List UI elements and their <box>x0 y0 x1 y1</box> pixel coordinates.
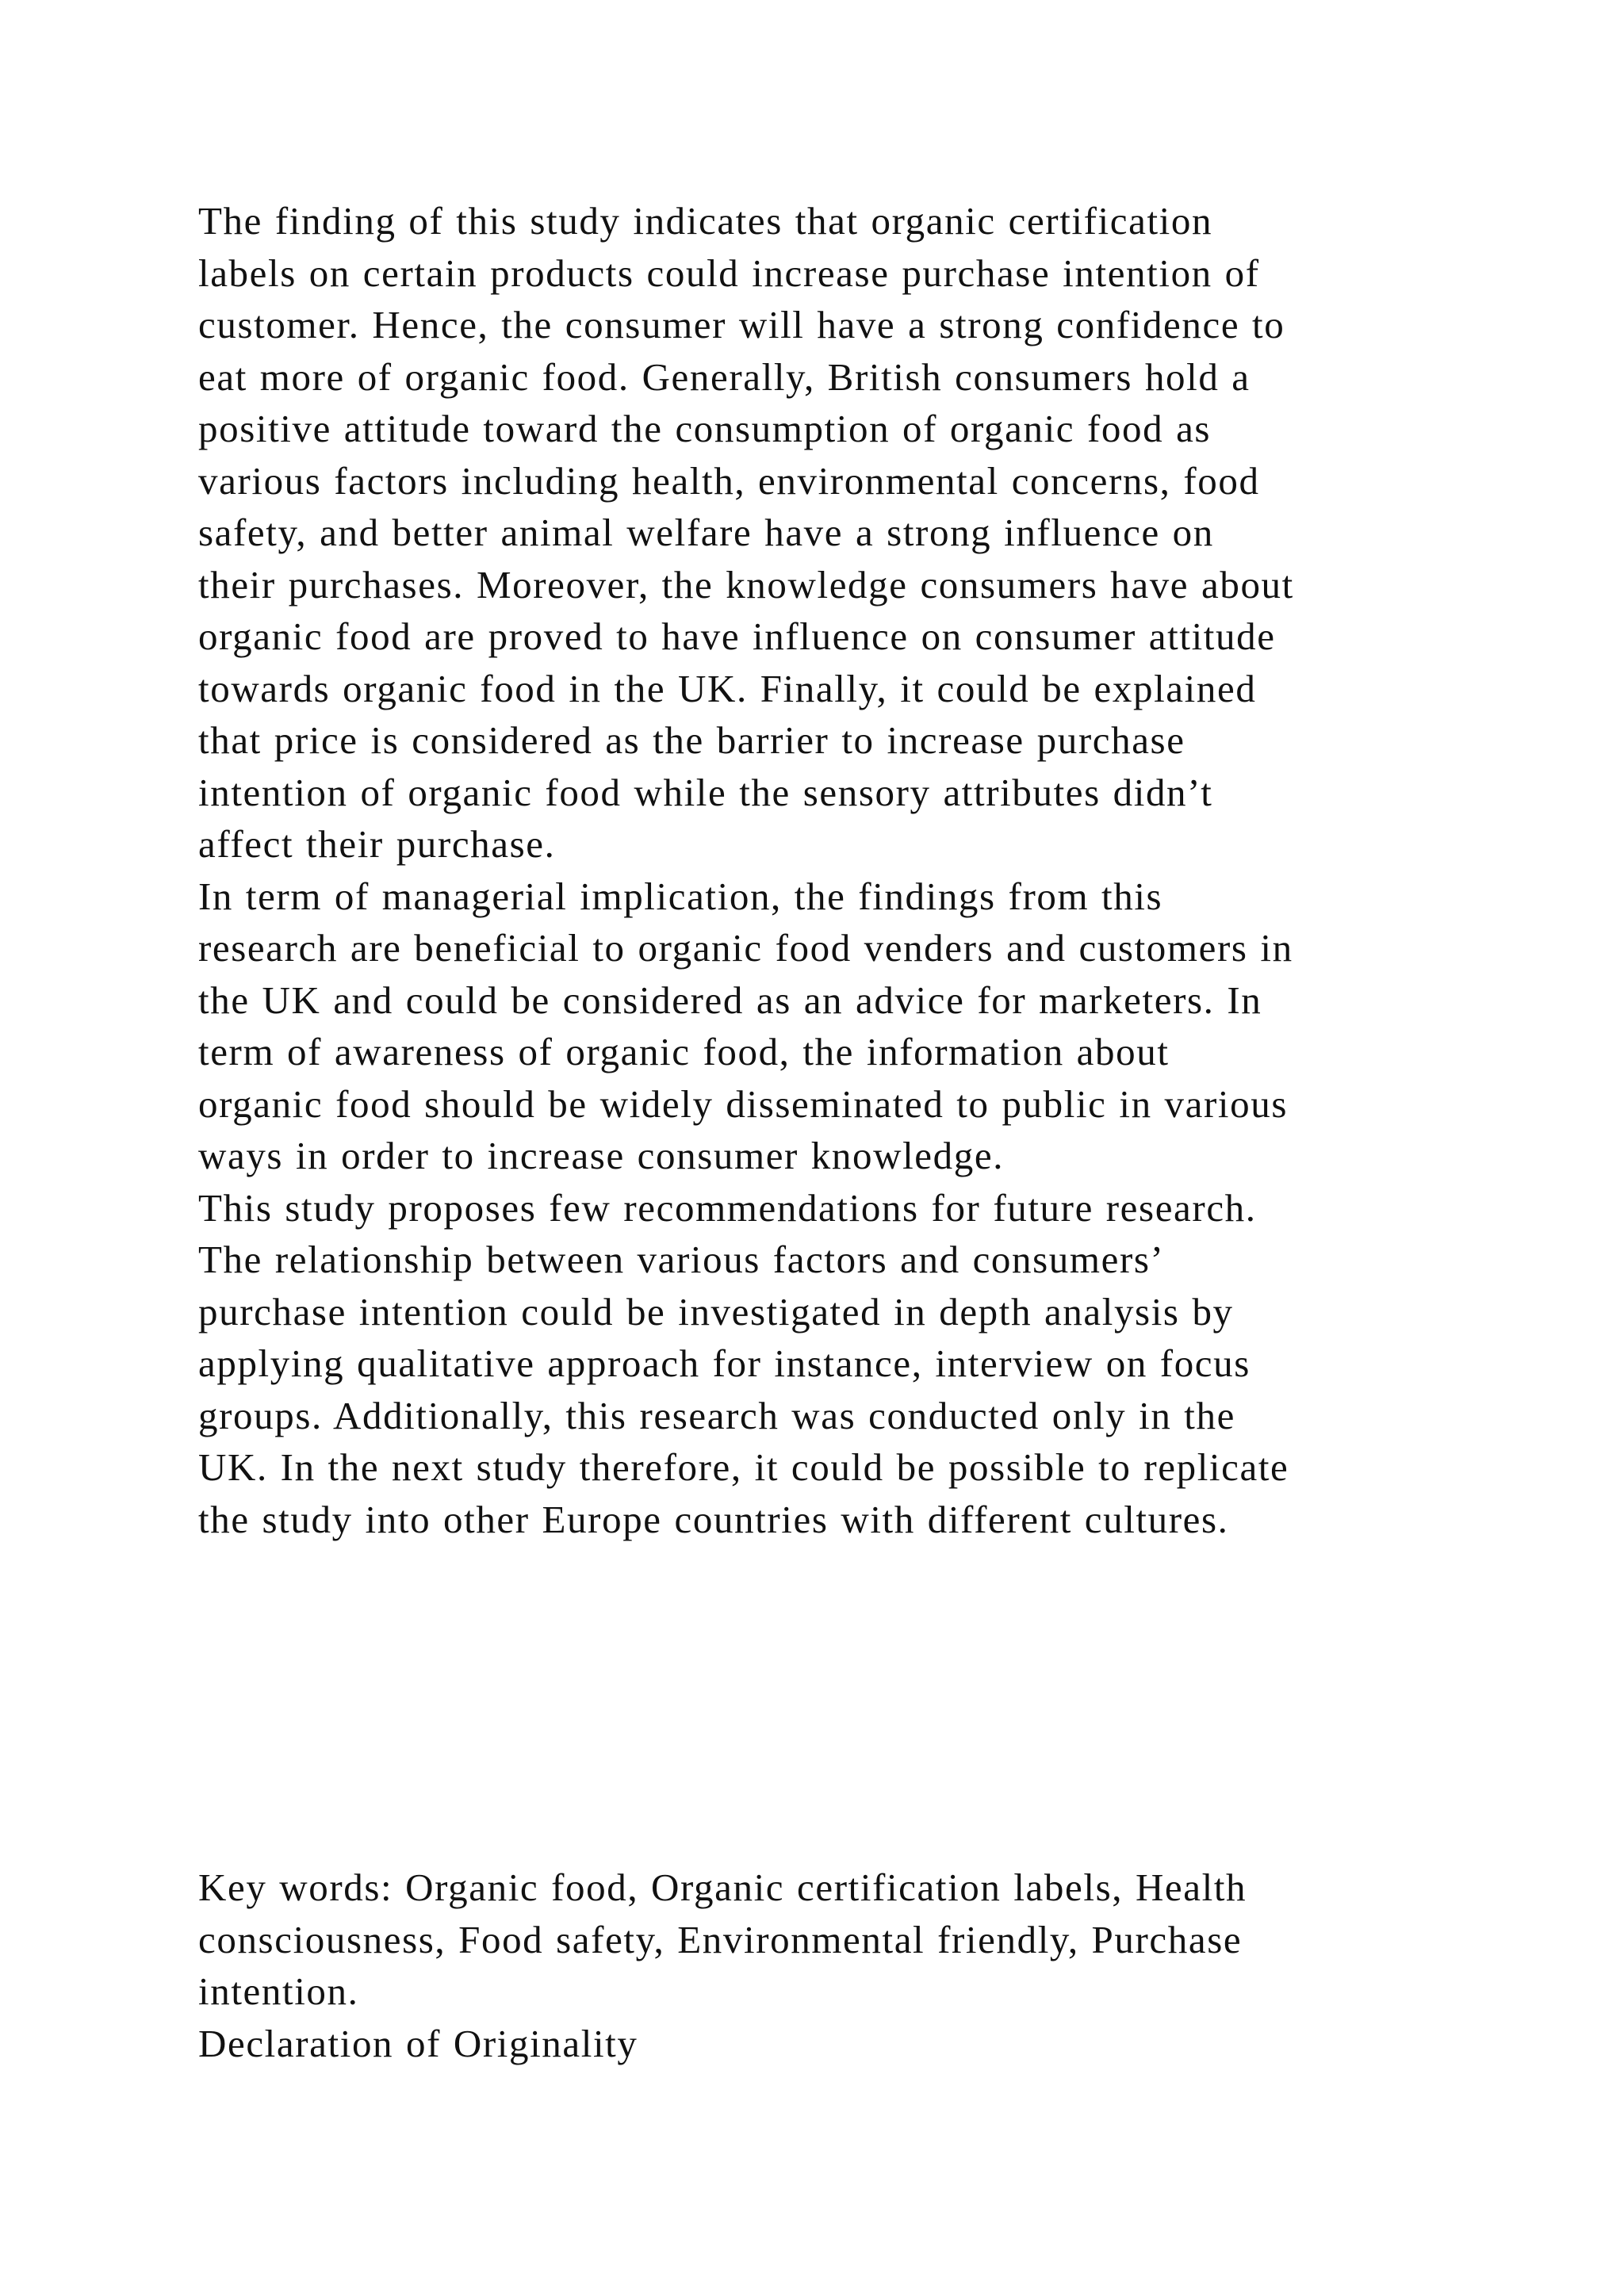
text-line: labels on certain products could increase purchase intention of <box>198 251 1260 295</box>
text-line: applying qualitative approach for instance, interview on focus <box>198 1341 1251 1385</box>
text-line: customer. Hence, the consumer will have a strong confidence to <box>198 303 1285 346</box>
text-line: towards organic food in the UK. Finally, it could be explained <box>198 666 1257 710</box>
text-line: eat more of organic food. Generally, British consumers hold a <box>198 354 1251 399</box>
text-line: organic food should be widely disseminated to public in various <box>198 1081 1288 1126</box>
text-line: the UK and could be considered as an advice for marketers. In <box>198 978 1262 1022</box>
keywords-section <box>198 1862 1507 2069</box>
keywords-line: Key words: Organic food, Organic certification labels, Health <box>198 1866 1247 1909</box>
text-line: In term of managerial implication, the findings from this <box>198 874 1163 918</box>
text-line: ways in order to increase consumer knowledge. <box>198 1134 1005 1177</box>
text-line: groups. Additionally, this research was conducted only in the <box>198 1393 1235 1437</box>
text-line: research are beneficial to organic food venders and customers in <box>198 926 1293 970</box>
text-line: various factors including health, environmental concerns, food <box>198 458 1260 503</box>
text-line: organic food are proved to have influence on consumer attitude <box>198 614 1276 658</box>
keywords-line: consciousness, Food safety, Environmental friendly, Purchase <box>198 1917 1243 1961</box>
text-line: safety, and better animal welfare have a strong influence on <box>198 511 1214 554</box>
text-line: purchase intention could be investigated in depth analysis by <box>198 1289 1234 1334</box>
text-line: the study into other Europe countries with different cultures. <box>198 1497 1229 1541</box>
text-line: intention of organic food while the sensory attributes didn’t <box>198 770 1213 814</box>
text-line: term of awareness of organic food, the information about <box>198 1030 1170 1073</box>
text-line: affect their purchase. <box>198 822 556 866</box>
text-line: The relationship between various factors and consumers’ <box>198 1238 1165 1281</box>
text-line: their purchases. Moreover, the knowledge consumers have about <box>198 562 1294 607</box>
keywords-line: intention. <box>198 1969 359 2013</box>
text-line: UK. In the next study therefore, it could be possible to replicate <box>198 1445 1289 1489</box>
text-line: The finding of this study indicates that organic certification <box>198 199 1213 243</box>
text-line: positive attitude toward the consumption of organic food as <box>198 407 1212 450</box>
text-line: that price is considered as the barrier to increase purchase <box>198 718 1185 762</box>
conclusion-text <box>198 195 1507 1545</box>
declaration-heading: Declaration of Originality <box>198 2021 638 2065</box>
text-line: This study proposes few recommendations for future research. <box>198 1185 1257 1230</box>
